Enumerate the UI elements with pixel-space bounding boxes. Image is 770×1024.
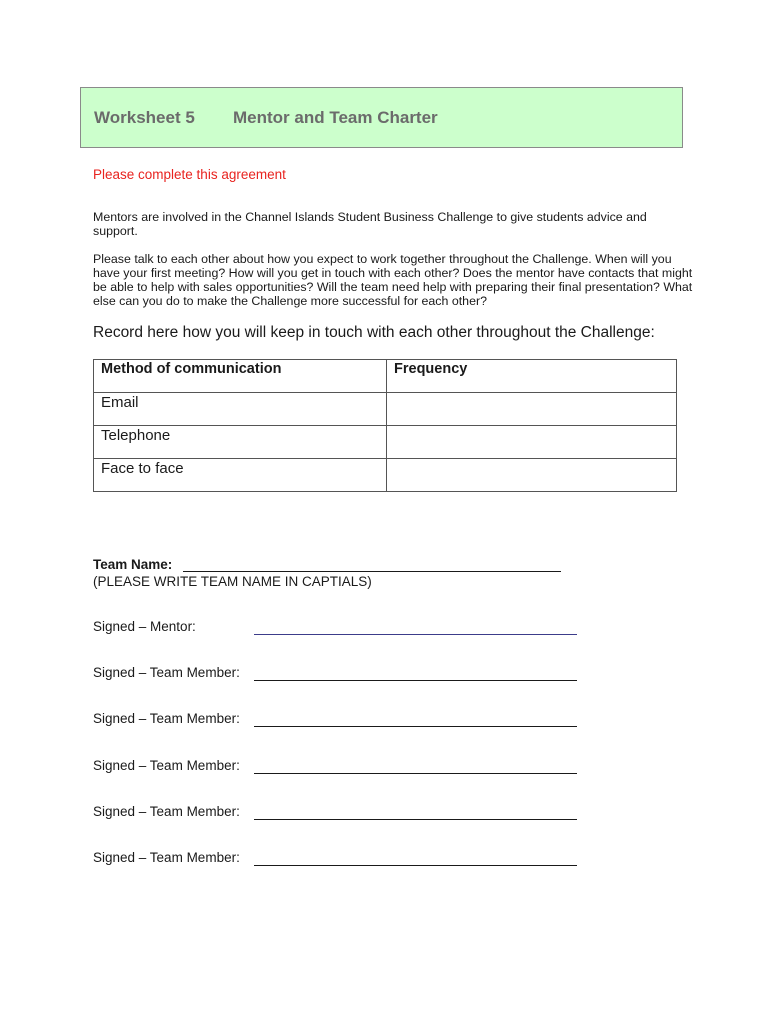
frequency-cell[interactable]: [387, 459, 677, 492]
signature-line-member[interactable]: [254, 680, 577, 681]
signature-line-member[interactable]: [254, 819, 577, 820]
method-cell: Telephone: [94, 426, 387, 459]
signature-label-member: Signed – Team Member:: [93, 804, 240, 819]
signature-label-member: Signed – Team Member:: [93, 850, 240, 865]
worksheet-number: Worksheet 5: [94, 108, 195, 127]
signature-label-member: Signed – Team Member:: [93, 665, 240, 680]
worksheet-title: Mentor and Team Charter: [233, 108, 438, 127]
table-row: [94, 459, 677, 492]
table-row: [94, 393, 677, 426]
frequency-cell[interactable]: [387, 393, 677, 426]
table-header-row: [94, 360, 677, 393]
table-row: [94, 426, 677, 459]
team-name-label: Team Name:: [93, 557, 173, 572]
signature-line-member[interactable]: [254, 773, 577, 774]
record-heading: Record here how you will keep in touch with each other throughout the Challenge:: [93, 324, 655, 341]
signature-line-member[interactable]: [254, 865, 577, 866]
frequency-cell[interactable]: [387, 426, 677, 459]
signature-line-member[interactable]: [254, 726, 577, 727]
frequency-column-header: Frequency: [387, 360, 677, 393]
method-cell: Face to face: [94, 459, 387, 492]
signature-line-mentor[interactable]: [254, 634, 577, 635]
guidance-paragraph: Please talk to each other about how you expect to work together throughout the Challenge. When will you have your first meeting? How will you get in touch with each other? Does the mentor have contacts that might be able to help with sales opportunities? Will the team need help with preparing their final presentation? What else can you do to make the Challenge more successful for each other?: [93, 252, 693, 308]
team-name-line[interactable]: [183, 571, 561, 572]
method-column-header: Method of communication: [94, 360, 387, 393]
signature-label-mentor: Signed – Mentor:: [93, 619, 196, 634]
communication-table: [93, 359, 677, 492]
signature-label-member: Signed – Team Member:: [93, 758, 240, 773]
intro-paragraph: Mentors are involved in the Channel Islands Student Business Challenge to give students advice and support.: [93, 210, 647, 238]
title-box: [80, 87, 683, 148]
signature-label-member: Signed – Team Member:: [93, 711, 240, 726]
team-name-note: (PLEASE WRITE TEAM NAME IN CAPTIALS): [93, 574, 372, 589]
method-cell: Email: [94, 393, 387, 426]
instruction-subtitle: Please complete this agreement: [93, 167, 286, 182]
